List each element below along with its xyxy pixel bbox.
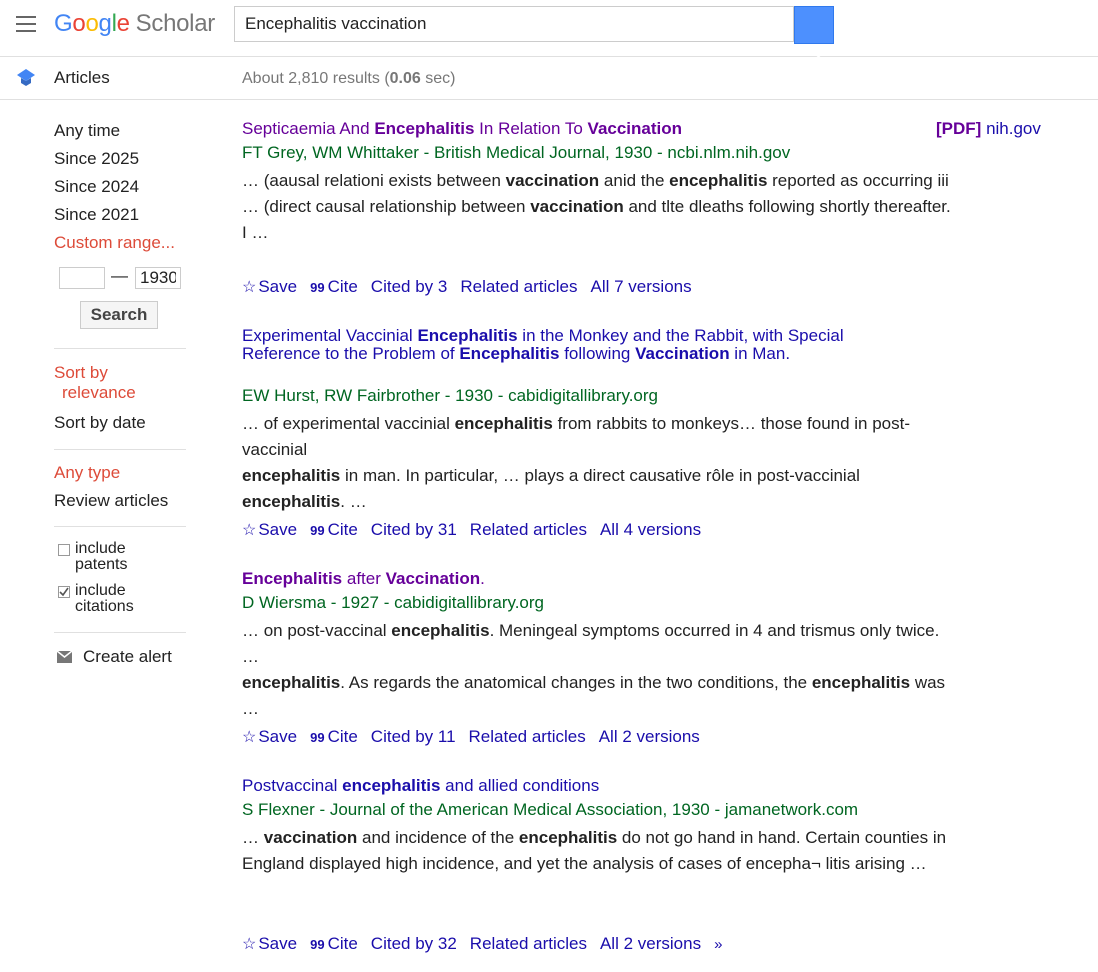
cite-button[interactable]: 99 Cite <box>310 727 358 746</box>
include-patents-checkbox[interactable] <box>58 544 70 556</box>
subheader <box>0 57 1098 100</box>
filter-any-type[interactable]: Any type <box>54 463 121 482</box>
result-title[interactable]: Experimental Vaccinial Encephalitis in the Monkey and the Rabbit, with Special Reference to the Problem of Encephalitis following Vaccination in Man. <box>242 326 844 363</box>
star-icon: ☆ <box>242 729 257 746</box>
result-snippet: … (aausal relationi exists between vaccination anid the encephalitis reported as occurring iii … (direct causal relationship between vaccination and tlte dleaths following shortly thereafter. I … <box>242 171 951 242</box>
filter-review-articles[interactable]: Review articles <box>54 491 169 510</box>
sort-by-relevance[interactable]: Sort by relevance <box>54 363 136 402</box>
all-versions-link[interactable]: All 7 versions <box>590 277 692 296</box>
filter-any-time[interactable]: Any time <box>54 121 121 140</box>
create-alert-link[interactable]: Create alert <box>83 647 172 666</box>
result-meta: EW Hurst, RW Fairbrother - 1930 - cabidigitallibrary.org <box>242 386 659 405</box>
save-button[interactable]: ☆ Save <box>242 934 298 953</box>
year-from-input[interactable] <box>59 267 105 289</box>
result-title[interactable]: Septicaemia And Encephalitis In Relation To Vaccination <box>242 119 683 138</box>
result-meta: S Flexner - Journal of the American Medical Association, 1930 - jamanetwork.com <box>242 800 859 819</box>
save-button[interactable]: ☆ Save <box>242 520 298 539</box>
date-range-search-button[interactable]: Search <box>80 301 158 329</box>
result-meta: D Wiersma - 1927 - cabidigitallibrary.org <box>242 593 545 612</box>
include-patents-label[interactable]: include patents <box>75 540 128 573</box>
menu-icon[interactable] <box>16 16 36 32</box>
related-articles-link[interactable]: Related articles <box>460 277 578 296</box>
star-icon: ☆ <box>242 522 257 539</box>
result-title[interactable]: Postvaccinal encephalitis and allied conditions <box>242 776 600 795</box>
save-button[interactable]: ☆ Save <box>242 727 298 746</box>
filter-since-2024[interactable]: Since 2024 <box>54 177 140 196</box>
star-icon: ☆ <box>242 279 257 296</box>
results-count: About 2,810 results (0.06 sec) <box>242 70 456 87</box>
header <box>0 0 1098 57</box>
result-snippet: … of experimental vaccinial encephalitis from rabbits to monkeys… those found in post-vaccinial encephalitis in man. In particular, … plays a direct causative rôle in post-vaccinial encephalitis. … <box>242 414 911 511</box>
graduation-cap-icon <box>16 67 36 92</box>
pdf-link[interactable]: [PDF] nih.gov <box>936 119 1041 138</box>
result-links <box>242 277 705 297</box>
include-citations-checkbox[interactable] <box>58 586 70 598</box>
quote-icon: 99 <box>310 280 325 295</box>
all-versions-link[interactable]: All 2 versions <box>599 934 702 953</box>
save-button[interactable]: ☆ Save <box>242 277 298 296</box>
more-options-icon[interactable]: » <box>714 936 723 953</box>
cited-by-link[interactable]: Cited by 11 <box>370 727 456 746</box>
quote-icon: 99 <box>310 730 325 745</box>
cite-button[interactable]: 99 Cite <box>310 934 358 953</box>
checkmark-icon <box>58 586 70 598</box>
sidebar-divider <box>54 449 186 450</box>
search-input[interactable] <box>234 6 794 42</box>
all-versions-link[interactable]: All 4 versions <box>599 520 702 539</box>
sidebar-divider <box>54 348 186 349</box>
google-scholar-logo[interactable]: Google Scholar <box>54 10 215 37</box>
result-snippet: … vaccination and incidence of the encephalitis do not go hand in hand. Certain counties in England displayed high incidence, and yet the analysis of cases of encepha¬ litis arising … <box>242 828 947 873</box>
filter-since-2025[interactable]: Since 2025 <box>54 149 140 168</box>
star-icon: ☆ <box>242 936 257 953</box>
year-separator: — <box>111 266 128 285</box>
result-snippet: … on post-vaccinal encephalitis. Meningeal symptoms occurred in 4 and trismus only twice. … encephalitis. As regards the anatomical changes in the two conditions, the encephalitis was … <box>242 621 946 718</box>
search-button[interactable] <box>794 6 834 44</box>
all-versions-link[interactable]: All 2 versions <box>598 727 700 746</box>
cited-by-link[interactable]: Cited by 32 <box>370 934 457 953</box>
sidebar-divider <box>54 526 186 527</box>
related-articles-link[interactable]: Related articles <box>468 727 586 746</box>
include-citations-label[interactable]: include citations <box>75 582 134 615</box>
related-articles-link[interactable]: Related articles <box>469 934 587 953</box>
quote-icon: 99 <box>310 523 325 538</box>
result-links <box>242 520 714 540</box>
result-links <box>242 727 713 747</box>
year-to-input[interactable] <box>135 267 181 289</box>
sidebar-divider <box>54 632 186 633</box>
articles-label[interactable]: Articles <box>54 68 110 87</box>
cite-button[interactable]: 99 Cite <box>310 520 358 539</box>
result-title[interactable]: Encephalitis after Vaccination. <box>242 569 485 588</box>
related-articles-link[interactable]: Related articles <box>469 520 587 539</box>
result-links <box>242 934 735 954</box>
envelope-icon <box>57 650 72 668</box>
cited-by-link[interactable]: Cited by 3 <box>370 277 448 296</box>
cited-by-link[interactable]: Cited by 31 <box>370 520 457 539</box>
filter-custom-range[interactable]: Custom range... <box>54 233 175 252</box>
quote-icon: 99 <box>310 937 325 952</box>
result-meta: FT Grey, WM Whittaker - British Medical Journal, 1930 - ncbi.nlm.nih.gov <box>242 143 791 162</box>
sort-by-date[interactable]: Sort by date <box>54 413 146 432</box>
filter-since-2021[interactable]: Since 2021 <box>54 205 140 224</box>
cite-button[interactable]: 99 Cite <box>310 277 358 296</box>
